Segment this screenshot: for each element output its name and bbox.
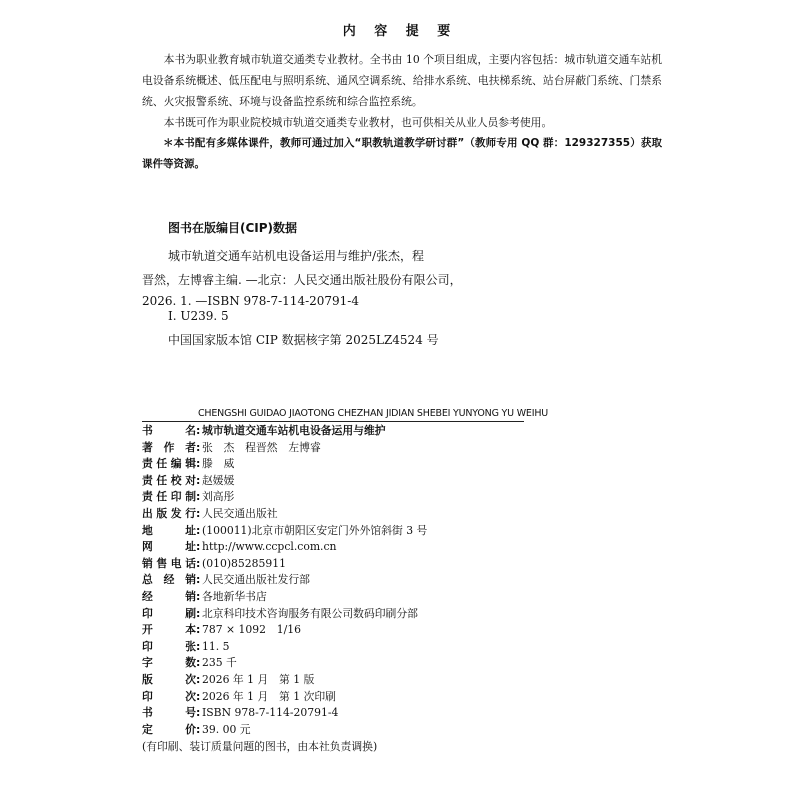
colophon-label: 出版发行 <box>142 507 196 520</box>
colophon-value: 各地新华书店 <box>202 590 267 603</box>
cip-line-3: 2026. 1. —ISBN 978-7-114-20791-4 <box>142 294 359 308</box>
colophon-row-authors: 著作者: 张 杰 程晋然 左博睿 <box>142 440 321 454</box>
colophon-row-printer: 印刷: 北京科印技术咨询服务有限公司数码印刷分部 <box>142 606 418 620</box>
colophon-value: 张 杰 程晋然 左博睿 <box>202 440 321 454</box>
cip-line-4: Ⅰ. U239. 5 <box>168 309 229 323</box>
colophon-row-isbn: 书号: ISBN 978-7-114-20791-4 <box>142 706 339 720</box>
colophon-value: 人民交通出版社 <box>202 507 278 520</box>
page-title: 内 容 提 要 <box>342 24 458 39</box>
colophon-value: (100011)北京市朝阳区安定门外外馆斜街 3 号 <box>202 523 428 537</box>
cip-line-2: 晋然，左博睿主编. —北京：人民交通出版社股份有限公司， <box>142 273 462 287</box>
colophon-label: 印刷 <box>142 606 196 620</box>
colophon-value: 人民交通出版社发行部 <box>202 573 310 587</box>
colophon-value: 235 千 <box>202 656 237 670</box>
colophon-label: 开本 <box>142 623 196 637</box>
colophon-value: http://www.ccpcl.com.cn <box>202 540 337 554</box>
colophon-value: 787 × 1092 1/16 <box>202 623 302 637</box>
summary-paragraph-2: 本书既可作为职业院校城市轨道交通类专业教材，也可供相关从业人员参考使用。 <box>163 116 553 129</box>
colophon-row-format: 开本: 787 × 1092 1/16 <box>142 623 302 637</box>
colophon-row-publisher: 出版发行: 人民交通出版社 <box>142 507 278 520</box>
colophon-label: 印张 <box>142 639 196 653</box>
colophon-row-edition: 版次: 2026 年 1 月 第 1 版 <box>142 673 315 686</box>
colophon-row-title: 书名: 城市轨道交通车站机电设备运用与维护 <box>142 424 386 437</box>
colophon-row-editor: 责任编辑: 滕 威 <box>142 457 235 471</box>
cip-line-1: 城市轨道交通车站机电设备运用与维护/张杰，程 <box>168 249 425 263</box>
colophon-row-address: 地址: (100011)北京市朝阳区安定门外外馆斜街 3 号 <box>142 523 428 537</box>
colophon-value: 刘高彤 <box>202 490 235 504</box>
colophon-label: 书号 <box>142 706 196 720</box>
colophon-row-word-count: 字数: 235 千 <box>142 656 237 670</box>
colophon-row-sheets: 印张: 11. 5 <box>142 639 230 653</box>
summary-paragraph-1: 本书为职业教育城市轨道交通类专业教材。全书由 10 个项目组成，主要内容包括：城市轨道交通车站机电设备系统概述、低压配电与照明系统、通风空调系统、给排水系统、电扶梯系统、站台屏蔽门系统、门禁系统、火灾报警系统、环境与设备监控系统和综合监控系统。 <box>142 53 662 108</box>
colophon-label: 销售电话 <box>142 556 196 570</box>
colophon-label: 书名 <box>142 424 196 437</box>
colophon-value: 城市轨道交通车站机电设备运用与维护 <box>202 424 386 437</box>
colophon-row-general-distributor: 总经销: 人民交通出版社发行部 <box>142 573 310 587</box>
colophon-label: 地址 <box>142 523 196 537</box>
colophon-label: 定价 <box>142 722 196 736</box>
colophon-row-print-manager: 责任印制: 刘高彤 <box>142 490 235 504</box>
cip-line-5: 中国国家版本馆 CIP 数据核字第 2025LZ4524 号 <box>168 333 439 347</box>
colophon-value: 2026 年 1 月 第 1 版 <box>202 673 315 686</box>
colophon-value: 北京科印技术咨询服务有限公司数码印刷分部 <box>202 606 418 620</box>
divider-line <box>142 421 524 422</box>
colophon-row-printing: 印次: 2026 年 1 月 第 1 次印刷 <box>142 689 336 703</box>
colophon-label: 总经销 <box>142 573 196 587</box>
summary-paragraph-3: ＊本书配有多媒体课件，教师可通过加入“职教轨道教学研讨群”（教师专用 QQ 群：129327355）获取课件等资源。 <box>142 137 662 170</box>
colophon-label: 字数 <box>142 656 196 670</box>
colophon-label: 印次 <box>142 689 196 703</box>
pinyin-title: CHENGSHI GUIDAO JIAOTONG CHEZHAN JIDIAN SHEBEI YUNYONG YU WEIHU <box>198 408 549 419</box>
colophon-value: 39. 00 元 <box>202 722 251 736</box>
colophon-label: 著作者 <box>142 440 196 454</box>
summary-section <box>142 49 662 175</box>
colophon-label: 责任编辑 <box>142 457 196 471</box>
colophon-label: 网址 <box>142 540 196 554</box>
quality-note: (有印刷、装订质量问题的图书，由本社负责调换) <box>142 740 378 754</box>
colophon-row-phone: 销售电话: (010)85285911 <box>142 556 286 570</box>
colophon-label: 版次 <box>142 673 196 686</box>
colophon-row-proofreader: 责任校对: 赵媛媛 <box>142 473 235 487</box>
colophon-value: 赵媛媛 <box>202 473 235 487</box>
colophon-label: 责任印制 <box>142 490 196 504</box>
cip-heading: 图书在版编目(CIP)数据 <box>168 221 298 235</box>
colophon-value: (010)85285911 <box>202 556 286 570</box>
colophon-value: 11. 5 <box>202 639 230 653</box>
colophon-value: 2026 年 1 月 第 1 次印刷 <box>202 689 336 703</box>
colophon-row-website: 网址: http://www.ccpcl.com.cn <box>142 540 337 554</box>
colophon-label: 经销 <box>142 590 196 603</box>
colophon-label: 责任校对 <box>142 473 196 487</box>
colophon-row-price: 定价: 39. 00 元 <box>142 722 251 736</box>
colophon-row-distributor: 经销: 各地新华书店 <box>142 590 267 603</box>
colophon-value: 滕 威 <box>202 457 235 471</box>
colophon-value: ISBN 978-7-114-20791-4 <box>202 706 339 720</box>
